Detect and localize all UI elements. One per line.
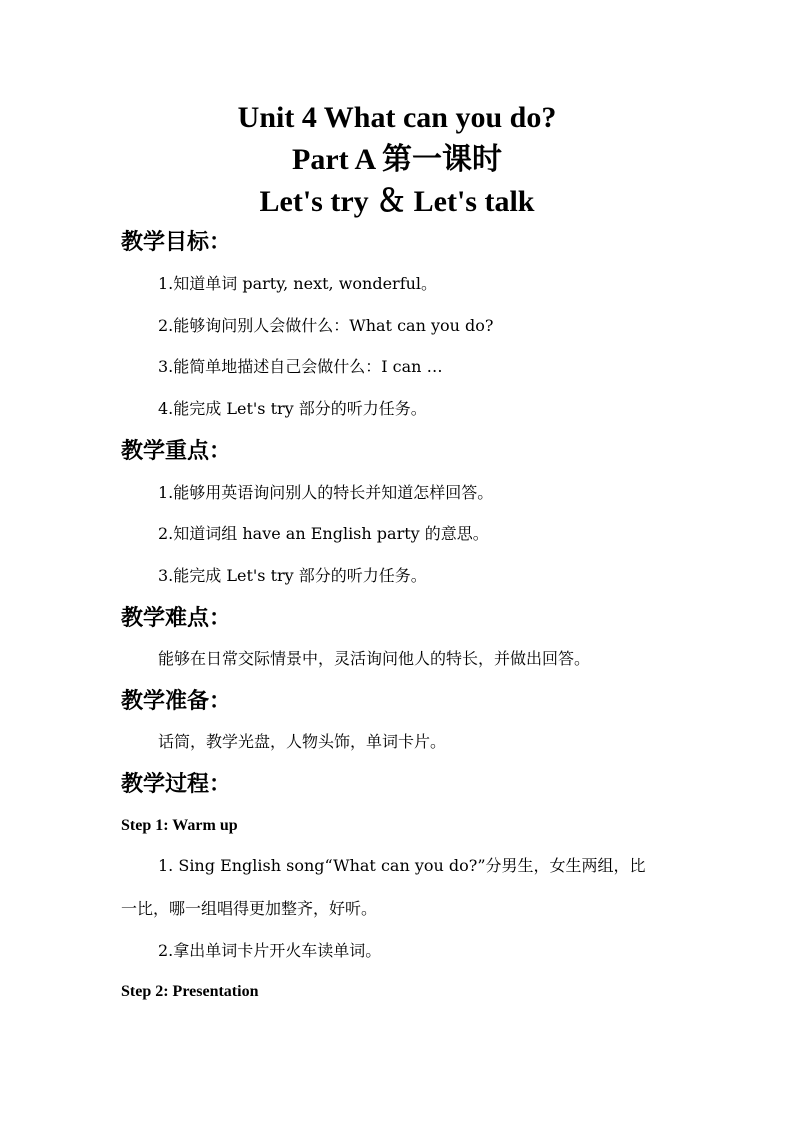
step-2-label: Step 2: Presentation [121, 983, 259, 1000]
preparation-item: 话筒，教学光盘，人物头饰，单词卡片。 [158, 732, 447, 751]
objective-item: 2.能够询问别人会做什么：What can you do? [158, 316, 494, 335]
objective-item: 1.知道单词 party, next, wonderful。 [158, 274, 438, 293]
heading-preparation: 教学准备： [121, 688, 232, 714]
step-1-label: Step 1: Warm up [121, 817, 238, 834]
difficulty-item: 能够在日常交际情景中，灵活询问他人的特长，并做出回答。 [158, 649, 591, 668]
heading-process: 教学过程： [121, 771, 232, 797]
title-lesson: Let's try ＆ Let's talk [259, 185, 535, 218]
key-point-item: 3.能完成 Let's try 部分的听力任务。 [158, 566, 427, 585]
objective-item: 4.能完成 Let's try 部分的听力任务。 [158, 399, 427, 418]
heading-difficulties: 教学难点： [121, 605, 232, 631]
step-1-item-1-cont: 一比，哪一组唱得更加整齐，好听。 [121, 899, 378, 918]
step-1-item-2: 2.拿出单词卡片开火车读单词。 [158, 941, 382, 960]
key-point-item: 1.能够用英语询问别人的特长并知道怎样回答。 [158, 483, 494, 502]
title-unit: Unit 4 What can you do? [237, 101, 557, 134]
heading-key-points: 教学重点： [121, 438, 232, 464]
objective-item: 3.能简单地描述自己会做什么：I can … [158, 357, 443, 376]
key-point-item: 2.知道词组 have an English party 的意思。 [158, 524, 489, 543]
title-part: Part A 第一课时 [292, 143, 502, 176]
heading-objectives: 教学目标： [121, 229, 232, 255]
step-1-item-1: 1. Sing English song“What can you do?”分男生，女生两组，比 [158, 856, 646, 875]
